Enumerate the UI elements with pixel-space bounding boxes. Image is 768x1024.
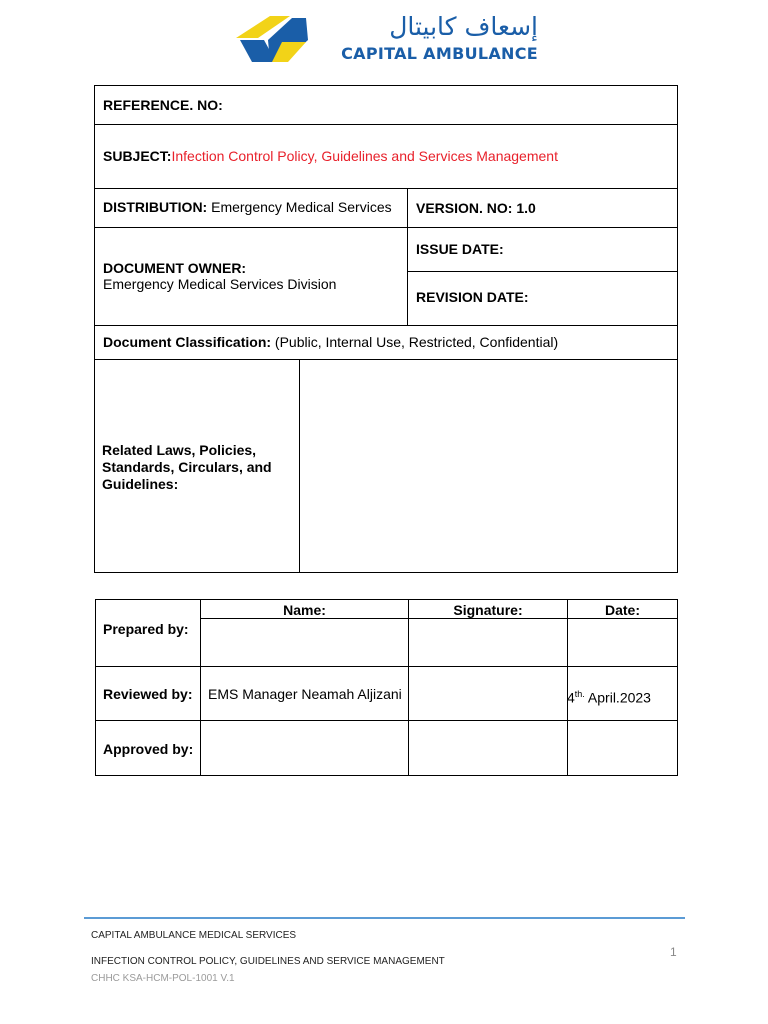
approved-date-cell [567, 720, 678, 776]
company-logo [232, 12, 542, 70]
related-laws-value-cell [299, 359, 678, 573]
issue-date-cell [407, 227, 678, 272]
classification-label: Document Classification: [103, 334, 272, 350]
subject-label: SUBJECT: [103, 148, 172, 164]
related-laws-line-2: Standards, Circulars, and [102, 459, 272, 475]
related-laws-line-1: Related Laws, Policies, [102, 442, 257, 458]
footer-divider [84, 917, 685, 919]
related-laws-line-3: Guidelines: [102, 476, 179, 492]
date-header: Date: [604, 602, 640, 618]
revision-date-cell [407, 271, 678, 326]
version-value: 1.0 [516, 200, 536, 216]
review-date-suffix: th. [574, 689, 585, 699]
date-header-cell [567, 599, 678, 619]
classification-line [103, 334, 558, 351]
distribution-value: Emergency Medical Services [211, 199, 392, 215]
ambulance-logo-icon [232, 12, 312, 68]
name-header: Name: [283, 602, 326, 618]
review-date-rest: April.2023 [584, 689, 651, 706]
footer-org: CAPITAL AMBULANCE MEDICAL SERVICES [91, 930, 297, 941]
signature-header-cell [408, 599, 568, 619]
logo-english-text: CAPITAL AMBULANCE [341, 44, 538, 63]
reviewed-name-cell [200, 666, 409, 721]
reference-label: REFERENCE. NO: [103, 97, 223, 113]
review-date [567, 686, 651, 707]
distribution-cell [94, 188, 408, 228]
reviewed-by-label: Reviewed by: [103, 686, 193, 702]
review-date-day: 4 [567, 689, 575, 706]
footer-title: INFECTION CONTROL POLICY, GUIDELINES AND SERVICE MANAGEMENT [91, 956, 445, 967]
version-cell [407, 188, 678, 228]
distribution-label: DISTRIBUTION: [103, 199, 208, 215]
reference-row [94, 85, 678, 125]
owner-value: Emergency Medical Services Division [103, 276, 337, 292]
approved-name-cell [200, 720, 409, 776]
reviewed-date-cell [567, 666, 678, 721]
owner-cell [94, 227, 408, 326]
subject-row [94, 124, 678, 189]
subject-line [103, 148, 558, 165]
logo-arabic-text: إسعاف كابيتال [389, 12, 538, 41]
related-laws-label-cell [94, 359, 300, 573]
reviewed-signature-cell [408, 666, 568, 721]
classification-row [94, 325, 678, 360]
issue-date-label: ISSUE DATE: [416, 241, 504, 257]
version-label: VERSION. NO: [416, 200, 513, 216]
footer-code: CHHC KSA-HCM-POL-1001 V.1 [91, 973, 235, 984]
name-header-cell [200, 599, 409, 619]
classification-value: (Public, Internal Use, Restricted, Confidential) [274, 334, 559, 350]
version-line [416, 200, 536, 217]
owner-label: DOCUMENT OWNER: [103, 260, 247, 276]
prepared-date-cell [567, 618, 678, 667]
approved-signature-cell [408, 720, 568, 776]
prepared-by-label: Prepared by: [103, 621, 189, 637]
distribution-line [103, 199, 392, 216]
subject-value: Infection Control Policy, Guidelines and Services Management [171, 148, 558, 164]
prepared-signature-cell [408, 618, 568, 667]
approved-by-label: Approved by: [103, 741, 194, 757]
page-number: 1 [670, 945, 677, 959]
revision-date-label: REVISION DATE: [416, 289, 529, 305]
signature-header: Signature: [453, 602, 523, 618]
reviewer-name: EMS Manager Neamah Aljizani [208, 686, 402, 702]
prepared-name-cell [200, 618, 409, 667]
